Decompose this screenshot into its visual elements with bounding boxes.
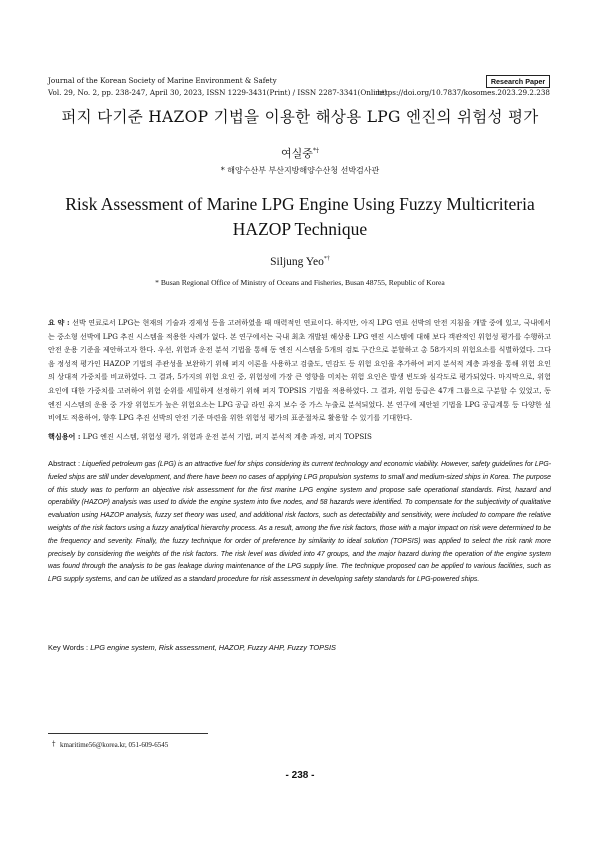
english-author-line <box>0 256 600 268</box>
korean-abstract-label: 요 약 : <box>48 318 70 327</box>
korean-keywords-text: LPG 엔진 시스템, 위험성 평가, 위험과 운전 분석 기법, 퍼지 분석적 계층 과정, 퍼지 TOPSIS <box>82 432 372 441</box>
korean-author-mark: *† <box>312 147 319 155</box>
korean-affiliation: * 해양수산부 부산지방해양수산청 선박검사관 <box>220 166 380 175</box>
korean-title: 퍼지 다기준 HAZOP 기법을 이용한 해상용 LPG 엔진의 위험성 평가 <box>61 108 539 126</box>
volume-info: Vol. 29, No. 2, pp. 238-247, April 30, 2023, ISSN 1229-3431(Print) / ISSN 2287-3341(Online) <box>48 88 388 97</box>
footnote-rule <box>48 733 208 734</box>
footnote-mark: † <box>52 740 56 748</box>
english-title: Risk Assessment of Marine LPG Engine Using Fuzzy Multicriteria HAZOP Technique <box>65 194 535 239</box>
doi-link[interactable]: https://doi.org/10.7837/kosomes.2023.29.2.238 <box>377 88 550 97</box>
korean-author-line <box>0 145 600 161</box>
english-author: Siljung Yeo <box>270 256 324 268</box>
english-keywords-label: Key Words : <box>48 643 89 652</box>
english-abstract-label: Abstract : <box>48 459 81 468</box>
korean-abstract-text: 선박 연료로서 LPG는 현재의 기술과 경제성 등을 고려하였을 때 매력적인 연료이다. 하지만, 아직 LPG 연료 선박의 안전 지침을 개발 중에 있고, 국내에서는 중소형 선박에 LPG 추진 시스템을 적용한 사례가 없다. 본 연구에서는 국내 최초 개발된 해상용 LPG 엔진 시스템에 대해 보다 객관적인 위험성 평가를 수행하고 안전 운용 기준을 제안하고자 한다. 우선, 위험과 운전 분석 기법을 통해 동 엔진 시스템을 5개의 검토 구간으로 분할하고 총 58가지의 위험요소를 식별하였다. 그다음 정성적 평가인 HAZOP 기법의 주관성을 보완하기 위해 퍼지 이론을 사용하고 검출도, 민감도 등 위험 요인을 추가하여 퍼지 분석적 계층 과정을 통해 위험 요인의 상대적 가중치를 비교하였다. 그 결과, 5가지의 위험 요인 중, 위험성에 가장 큰 영향을 미치는 위험 요인은 발생 빈도와 심각도로 평가되었다. 마지막으로, 위험 요인에 대한 가중치를 고려하여 위험 순위를 세밀하게 선정하기 위해 퍼지 TOPSIS 기법을 적용하였다. 그 결과, 위험 등급은 47개 그룹으로 구분할 수 있었고, 동 엔진 시스템의 운용 중 가장 위험도가 높은 위험요소는 LPG 공급 라인 유지 보수 중 가스 누출로 분석되었다. 본 연구에 제안된 기법을 LPG 공급계통 등 다양한 설비에도 적용하여, 향후 LPG 추진 선박의 안전 기준 마련을 위한 위험성 평가의 표준절차로 활용할 수 있기를 기대한다. <box>48 318 551 423</box>
english-abstract-text: Liquefied petroleum gas (LPG) is an attractive fuel for ships considering its current technology and economic viability. However, safety guidelines for LPG-fueled ships are still under development, and there have been no cases of applying LPG propulsion systems to small and medium-sized ships in Korea. The purpose of this study was to perform an objective risk assessment for the first marine LPG engine system and propose safe operational standards. First, hazard and operability (HAZOP) analysis was used to divide the engine system into five nodes, and 58 hazards were identified. To compensate for the subjectivity of qualitative evaluation using HAZOP analysis, fuzzy set theory was used, and additional risk factors, such as detectability and sensitivity, were included to compare the relative weights of the risk factors using a fuzzy analytical hierarchy process. As a result, among the five risk factors, those with a major impact on risk were determined to be the frequency and severity. Finally, the fuzzy technique for order of preference by similarity to ideal solution (TOPSIS) was applied to select the risk rank more precisely by considering the weights of the risk factors. The risk level was divided into 47 groups, and the major hazard during the operation of the engine system was found through the analysis to be gas leakage during maintenance of the LPG supply line. The technique proposed can be applied to various facilities, such as LPG supply systems, and can be utilized as a standard procedure for risk assessment in developing safety standards for LPG-powered ships. <box>48 461 551 584</box>
page-number: - 238 - <box>285 770 315 781</box>
korean-keywords-label: 핵심용어 : <box>48 432 81 441</box>
footnote-text: kmaritime56@korea.kr, 051-609-6545 <box>60 741 169 749</box>
english-affiliation: * Busan Regional Office of Ministry of Oceans and Fisheries, Busan 48755, Republic of Korea <box>155 278 445 287</box>
english-keywords-text: LPG engine system, Risk assessment, HAZOP, Fuzzy AHP, Fuzzy TOPSIS <box>90 643 336 652</box>
korean-keywords <box>48 432 551 442</box>
korean-abstract <box>48 316 551 425</box>
english-author-mark: *† <box>323 256 330 263</box>
korean-author: 여실중 <box>281 147 313 160</box>
article-type-badge: Research Paper <box>486 75 550 88</box>
english-keywords <box>48 643 551 652</box>
journal-name: Journal of the Korean Society of Marine Environment & Safety <box>48 76 277 85</box>
english-abstract <box>48 458 551 587</box>
